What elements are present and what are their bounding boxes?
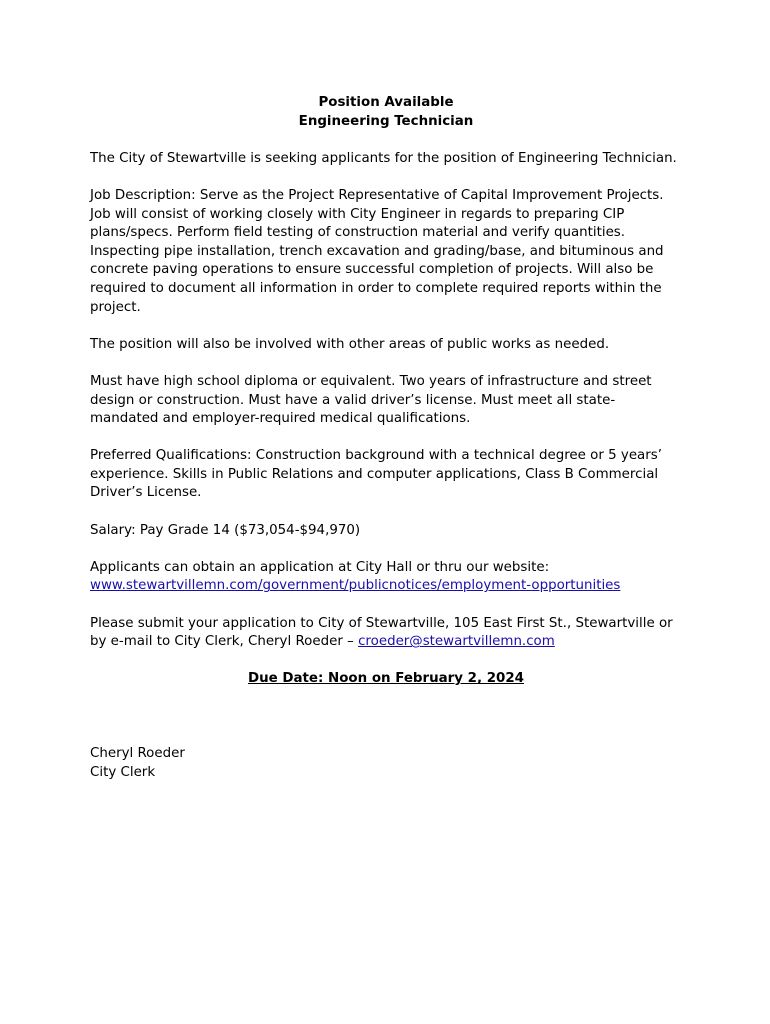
other-areas-paragraph: The position will also be involved with other areas of public works as needed. <box>90 336 610 352</box>
email-link[interactable]: croeder@stewartvillemn.com <box>358 634 555 650</box>
website-link[interactable]: www.stewartvillemn.com/government/publicnotices/employment-opportunities <box>90 578 621 594</box>
preferred-qualifications-paragraph <box>90 447 682 503</box>
submit-line-2 <box>90 633 682 652</box>
job-description-paragraph <box>90 187 682 317</box>
job-description-line: Inspecting pipe installation, trench excavation and grading/base, and bituminous and <box>90 243 664 259</box>
signature-block <box>90 745 682 782</box>
title-line-2: Engineering Technician <box>298 113 474 129</box>
job-description-line: required to document all information in order to complete required reports within the <box>90 280 662 296</box>
job-description-line: plans/specs. Perform field testing of construction material and verify quantities. <box>90 225 626 241</box>
job-description-line: Job Description: Serve as the Project Representative of Capital Improvement Projects. <box>90 187 664 203</box>
submit-paragraph <box>90 615 682 652</box>
requirements-line: mandated and employer-required medical qualifications. <box>90 411 471 427</box>
preferred-line: experience. Skills in Public Relations and computer applications, Class B Commercial <box>90 466 659 482</box>
page-title <box>90 94 682 131</box>
job-description-line: project. <box>90 299 141 315</box>
job-description-line: Job will consist of working closely with City Engineer in regards to preparing CIP <box>90 206 625 222</box>
requirements-paragraph <box>90 373 682 429</box>
applications-paragraph <box>90 559 682 596</box>
salary-paragraph: Salary: Pay Grade 14 ($73,054-$94,970) <box>90 522 361 538</box>
due-date: Due Date: Noon on February 2, 2024 <box>247 671 524 687</box>
title-line-1: Position Available <box>318 95 454 110</box>
submit-line-1: Please submit your application to City of Stewartville, 105 East First St., Stewartville or <box>90 615 673 631</box>
requirements-line: design or construction. Must have a valid driver’s license. Must meet all state- <box>90 392 616 408</box>
job-description-line: concrete paving operations to ensure successful completion of projects. Will also be <box>90 262 654 278</box>
signature-title: City Clerk <box>90 764 156 780</box>
applications-text: Applicants can obtain an application at City Hall or thru our website: <box>90 559 550 575</box>
preferred-line: Driver’s License. <box>90 485 202 501</box>
intro-paragraph: The City of Stewartville is seeking applicants for the position of Engineering Technician. <box>90 150 677 166</box>
requirements-line: Must have high school diploma or equivalent. Two years of infrastructure and street <box>90 373 652 389</box>
preferred-line: Preferred Qualifications: Construction background with a technical degree or 5 years’ <box>90 448 662 464</box>
document-content <box>90 94 682 782</box>
submit-line-2-prefix: by e-mail to City Clerk, Cheryl Roeder – <box>90 634 359 650</box>
signature-name: Cheryl Roeder <box>90 746 185 761</box>
